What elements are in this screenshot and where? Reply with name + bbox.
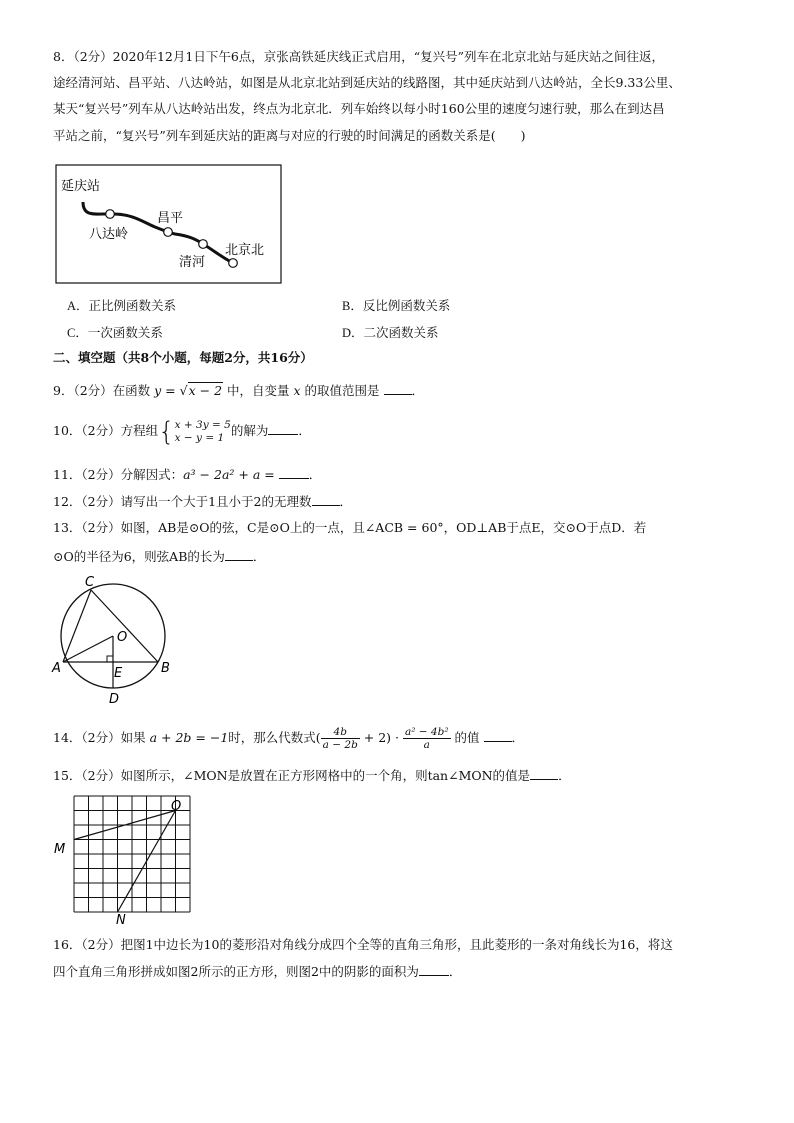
- label-c: C: [85, 575, 95, 590]
- label-o: O: [171, 799, 182, 814]
- station-badaling-dot: [106, 210, 115, 219]
- q8-line-2: 途经清河站、昌平站、八达岭站，如图是从北京北站到延庆站的线路图，其中延庆站到八达岭站，全长9.33公里、: [53, 75, 681, 90]
- station-changping-dot: [164, 228, 173, 237]
- q16-line-2: 四个直角三角形拼成如图2所示的正方形，则图2中的阴影的面积为 ．: [53, 964, 462, 979]
- q9-root-sign: √: [179, 383, 188, 398]
- label-changping: 昌平: [157, 211, 184, 226]
- q16-line-2-text: 四个直角三角形拼成如图2所示的正方形，则图2中的阴影的面积为: [53, 964, 419, 979]
- q14-mid: 时，那么代数式(: [228, 730, 321, 745]
- railway-map-figure: [55, 164, 283, 286]
- q9: 9．（2分）在函数 y = √x − 2 中，自变量 x 的取值范围是 ．: [53, 383, 425, 398]
- q10-post: 的解为: [230, 423, 269, 438]
- q14-pre: 14．（2分）如果: [53, 730, 150, 745]
- circle-geometry-figure: [50, 574, 180, 708]
- q16-answer-blank: [419, 963, 449, 976]
- q11-answer-blank: [279, 466, 309, 479]
- label-m: M: [54, 842, 66, 857]
- label-e: E: [114, 666, 123, 681]
- q11-pre: 11．（2分）分解因式：: [53, 467, 184, 482]
- segment-ao: [63, 636, 113, 662]
- q13-answer-blank: [225, 548, 253, 561]
- q15: 15．（2分）如图所示，∠MON是放置在正方形网格中的一个角，则tan∠MON的值是 ．: [53, 768, 571, 783]
- q12: 12．（2分）请写出一个大于1且小于2的无理数 ．: [53, 494, 353, 509]
- q8-option-a: A．正比例函数关系: [67, 299, 177, 313]
- q13-line-2-text: ⊙O的半径为6，则弦AB的长为: [53, 549, 225, 564]
- label-beijingbei: 北京北: [225, 243, 265, 258]
- q8-line-1: 8．（2分）2020年12月1日下午6点，京张高铁延庆线正式启用，“复兴号”列车在北京北站与延庆站之间往返，: [53, 49, 665, 64]
- label-yanqing: 延庆站: [61, 179, 101, 194]
- q13-line-1: 13．（2分）如图，AB是⊙O的弦，C是⊙O上的一点，且∠ACB = 60°，OD⊥AB于点E，交⊙O于点D．若: [53, 520, 647, 535]
- q8-line-4: 平站之前，“复兴号”列车到延庆站的距离与对应的行驶的时间满足的函数关系是( ): [53, 128, 526, 143]
- station-beijingbei-dot: [229, 259, 238, 268]
- q14-plus: + 2) ·: [359, 730, 403, 745]
- q9-pre: 9．（2分）在函数: [53, 383, 155, 398]
- label-n: N: [116, 913, 126, 926]
- q9-x: x: [293, 383, 301, 398]
- label-o: O: [117, 630, 128, 645]
- label-badaling: 八达岭: [89, 227, 129, 242]
- q14-fraction-2: [403, 726, 451, 751]
- q8-option-d: D．二次函数关系: [342, 326, 439, 340]
- q14-cond: a + 2b = −1: [149, 730, 229, 745]
- q8-line-3: 某天“复兴号”列车从八达岭站出发，终点为北京北．列车始终以每小时160公里的速度匀速行驶，那么在到达昌: [53, 101, 665, 116]
- q14-answer-blank: [484, 729, 512, 742]
- section-title: 二、填空题（共8个小题，每题2分，共16分）: [53, 350, 313, 365]
- q10-eq2: x − y = 1: [174, 431, 225, 444]
- q9-answer-blank: [384, 382, 412, 395]
- q9-post: 的取值范围是: [300, 383, 380, 398]
- segment-cb: [91, 590, 158, 662]
- q9-radicand: x − 2: [188, 383, 223, 398]
- q10-brace: {: [158, 416, 175, 447]
- grid-angle-figure: [50, 792, 195, 926]
- label-b: B: [161, 661, 170, 676]
- q14-f1-den: a − 2b: [322, 739, 358, 751]
- q10: 10．（2分）方程组{ x + 3y = 5 x − y = 1 的解为 ．: [53, 416, 311, 447]
- q10-system: [175, 419, 231, 445]
- q12-text: 12．（2分）请写出一个大于1且小于2的无理数: [53, 494, 312, 509]
- q8-option-b: B．反比例函数关系: [342, 299, 451, 313]
- q12-answer-blank: [312, 493, 340, 506]
- right-angle-mark: [107, 656, 113, 662]
- q15-text: 15．（2分）如图所示，∠MON是放置在正方形网格中的一个角，则tan∠MON的值是: [53, 768, 531, 783]
- q14-f2-den: a: [423, 739, 430, 751]
- q10-pre: 10．（2分）方程组: [53, 423, 159, 438]
- label-a: A: [52, 661, 61, 676]
- q16-line-1: 16．（2分）把图1中边长为10的菱形沿对角线分成四个全等的直角三角形，且此菱形的一条对角线长为16，将这: [53, 937, 673, 952]
- station-qinghe-dot: [199, 240, 208, 249]
- q9-eq: =: [161, 383, 180, 398]
- q11-expr: a³ − 2a² + a =: [183, 467, 275, 482]
- label-qinghe: 清河: [179, 255, 206, 270]
- q14: 14．（2分）如果 a + 2b = −1时，那么代数式( $\frac{4b}{a - 2b}$ + 2) · $\frac{\text{a² − 4b²}}{a}$ 的值 ．: [53, 726, 525, 751]
- q10-answer-blank: [268, 422, 298, 435]
- q9-y: y: [154, 383, 162, 398]
- q14-post: 的值: [450, 730, 480, 745]
- q14-fraction-1: [321, 726, 360, 751]
- q15-answer-blank: [530, 767, 558, 780]
- q14-f2-num: a² − 4b²: [404, 726, 449, 738]
- q8-option-c: C．一次函数关系: [67, 326, 163, 340]
- segment-ca: [63, 590, 91, 662]
- q11: 11．（2分）分解因式：a³ − 2a² + a = ．: [53, 467, 322, 482]
- q10-eq1: x + 3y = 5: [174, 418, 231, 431]
- label-d: D: [109, 692, 120, 707]
- q9-mid: 中，自变量: [223, 383, 294, 398]
- q14-f1-num: 4b: [321, 726, 360, 739]
- q13-line-2: ⊙O的半径为6，则弦AB的长为 ．: [53, 549, 266, 564]
